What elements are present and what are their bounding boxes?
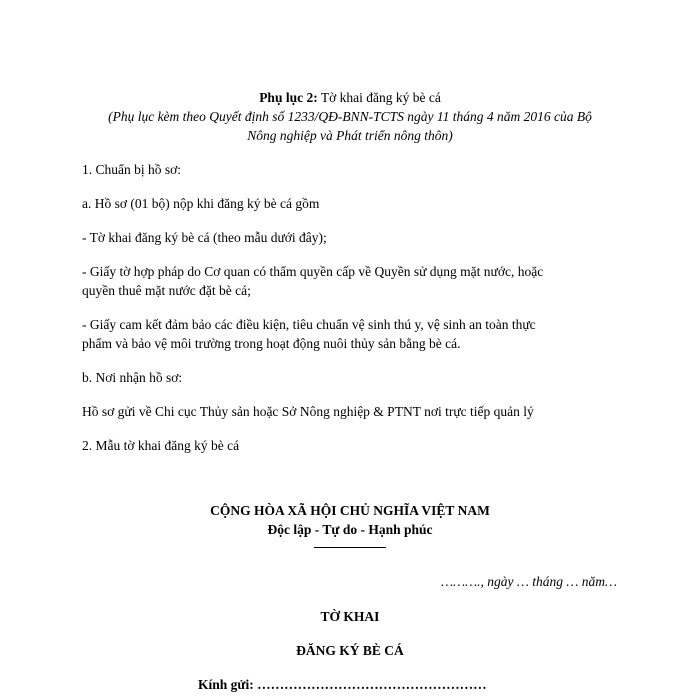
recipient-line	[198, 676, 487, 694]
bullet-water-rights-line1: - Giấy tờ hợp pháp do Cơ quan có thẩm quyền cấp về Quyền sử dụng mặt nước, hoặc	[82, 264, 544, 279]
item-a: a. Hồ sơ (01 bộ) nộp khi đăng ký bè cá gồm	[82, 196, 320, 211]
appendix-title	[0, 89, 700, 107]
bullet-water-rights-line2: quyền thuê mặt nước đặt bè cá;	[82, 283, 251, 298]
bullet-declaration-form: - Tờ khai đăng ký bè cá (theo mẫu dưới đây);	[82, 230, 327, 245]
date-line: ………., ngày … tháng … năm…	[441, 574, 617, 589]
form-subtitle: ĐĂNG KÝ BÈ CÁ	[296, 643, 404, 658]
appendix-subtitle-line1: (Phụ lục kèm theo Quyết định số 1233/QĐ-BNN-TCTS ngày 11 tháng 4 năm 2016 của Bộ	[108, 109, 592, 124]
appendix-subtitle-line2: Nông nghiệp và Phát triển nông thôn)	[247, 128, 453, 143]
recipient-label: Kính gửi:	[198, 677, 254, 692]
form-title: TỜ KHAI	[320, 609, 380, 624]
item-b: b. Nơi nhận hồ sơ:	[82, 370, 183, 385]
bullet-commitment-line2: phẩm và bảo vệ môi trường trong hoạt động nuôi thủy sản bằng bè cá.	[82, 336, 461, 351]
recipient-blank: ……………………………………………	[253, 677, 487, 692]
national-motto: Độc lập - Tự do - Hạnh phúc	[267, 522, 433, 537]
section2-heading: 2. Mẫu tờ khai đăng ký bè cá	[82, 438, 240, 453]
motto-underline	[0, 538, 700, 556]
bullet-commitment-line1: - Giấy cam kết đảm bảo các điều kiện, tiêu chuẩn vệ sinh thú y, vệ sinh an toàn thực	[82, 317, 536, 332]
submission-place: Hồ sơ gửi về Chi cục Thủy sản hoặc Sở Nông nghiệp & PTNT nơi trực tiếp quản lý	[82, 404, 534, 419]
appendix-title-text: Tờ khai đăng ký bè cá	[317, 90, 441, 105]
appendix-title-label: Phụ lục 2:	[259, 90, 318, 105]
section1-heading: 1. Chuẩn bị hồ sơ:	[82, 162, 182, 177]
nation-heading: CỘNG HÒA XÃ HỘI CHỦ NGHĨA VIỆT NAM	[210, 503, 490, 518]
